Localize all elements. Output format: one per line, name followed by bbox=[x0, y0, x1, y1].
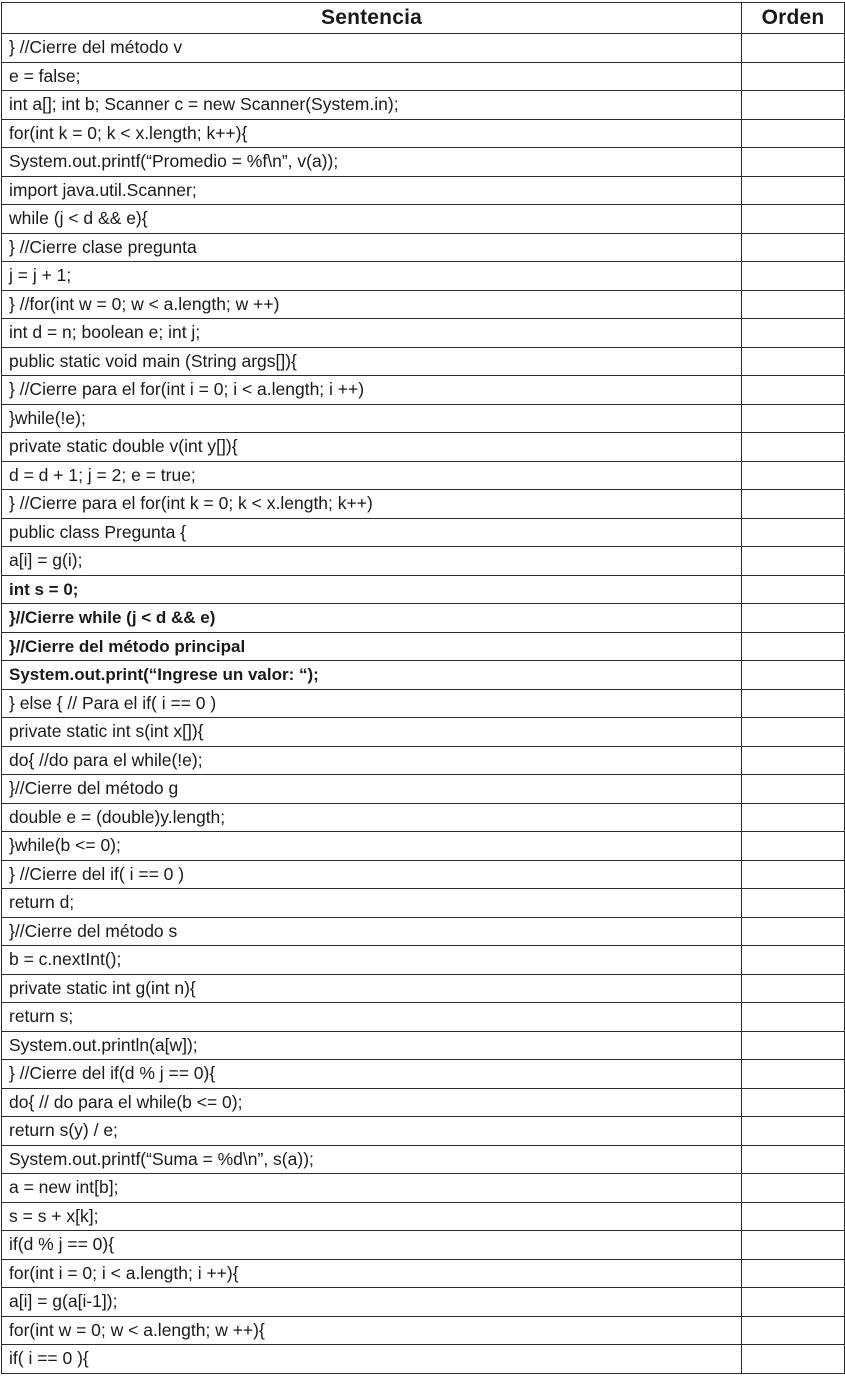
orden-cell[interactable] bbox=[742, 889, 845, 918]
sentencia-cell: double e = (double)y.length; bbox=[2, 803, 742, 832]
sentencia-cell: if( i == 0 ){ bbox=[2, 1345, 742, 1374]
sentencia-cell: }//Cierre del método principal bbox=[2, 632, 742, 661]
table-row bbox=[2, 262, 845, 291]
sentencia-cell: for(int i = 0; i < a.length; i ++){ bbox=[2, 1259, 742, 1288]
orden-cell[interactable] bbox=[742, 632, 845, 661]
table-row bbox=[2, 1174, 845, 1203]
orden-cell[interactable] bbox=[742, 1231, 845, 1260]
table-row bbox=[2, 575, 845, 604]
sentencia-cell: do{ // do para el while(b <= 0); bbox=[2, 1088, 742, 1117]
table-row bbox=[2, 1316, 845, 1345]
sentencia-cell: a = new int[b]; bbox=[2, 1174, 742, 1203]
orden-cell[interactable] bbox=[742, 34, 845, 63]
orden-cell[interactable] bbox=[742, 91, 845, 120]
sentencia-cell: } //Cierre del if( i == 0 ) bbox=[2, 860, 742, 889]
table-row bbox=[2, 1088, 845, 1117]
orden-cell[interactable] bbox=[742, 832, 845, 861]
table-row bbox=[2, 1003, 845, 1032]
sentencia-cell: } //Cierre del método v bbox=[2, 34, 742, 63]
table-row bbox=[2, 803, 845, 832]
orden-cell[interactable] bbox=[742, 1345, 845, 1374]
orden-cell[interactable] bbox=[742, 689, 845, 718]
orden-cell[interactable] bbox=[742, 1259, 845, 1288]
sentencia-cell: while (j < d && e){ bbox=[2, 205, 742, 234]
table-row bbox=[2, 689, 845, 718]
table-body bbox=[2, 34, 845, 1374]
table-row bbox=[2, 1031, 845, 1060]
table-row bbox=[2, 376, 845, 405]
orden-cell[interactable] bbox=[742, 661, 845, 690]
sentencia-cell: return s(y) / e; bbox=[2, 1117, 742, 1146]
sentencia-cell: System.out.println(a[w]); bbox=[2, 1031, 742, 1060]
orden-cell[interactable] bbox=[742, 946, 845, 975]
table-row bbox=[2, 148, 845, 177]
sentencia-cell: }while(b <= 0); bbox=[2, 832, 742, 861]
orden-cell[interactable] bbox=[742, 518, 845, 547]
orden-cell[interactable] bbox=[742, 1145, 845, 1174]
orden-cell[interactable] bbox=[742, 775, 845, 804]
table-row bbox=[2, 176, 845, 205]
table-row bbox=[2, 490, 845, 519]
table-row bbox=[2, 205, 845, 234]
orden-cell[interactable] bbox=[742, 119, 845, 148]
header-orden: Orden bbox=[742, 3, 845, 34]
orden-cell[interactable] bbox=[742, 604, 845, 633]
sentencia-cell: a[i] = g(a[i-1]); bbox=[2, 1288, 742, 1317]
table-row bbox=[2, 889, 845, 918]
orden-cell[interactable] bbox=[742, 461, 845, 490]
orden-cell[interactable] bbox=[742, 1003, 845, 1032]
orden-cell[interactable] bbox=[742, 1088, 845, 1117]
table-row bbox=[2, 1145, 845, 1174]
table-row bbox=[2, 860, 845, 889]
sentencia-cell: }//Cierre while (j < d && e) bbox=[2, 604, 742, 633]
table-row bbox=[2, 34, 845, 63]
sentencia-cell: for(int k = 0; k < x.length; k++){ bbox=[2, 119, 742, 148]
sentencia-cell: for(int w = 0; w < a.length; w ++){ bbox=[2, 1316, 742, 1345]
sentencia-cell: return s; bbox=[2, 1003, 742, 1032]
orden-cell[interactable] bbox=[742, 575, 845, 604]
sentencia-cell: int a[]; int b; Scanner c = new Scanner(System.in); bbox=[2, 91, 742, 120]
orden-cell[interactable] bbox=[742, 1060, 845, 1089]
sentencia-cell: }//Cierre del método s bbox=[2, 917, 742, 946]
sentencia-cell: s = s + x[k]; bbox=[2, 1202, 742, 1231]
orden-cell[interactable] bbox=[742, 746, 845, 775]
orden-cell[interactable] bbox=[742, 319, 845, 348]
sentencia-cell: int s = 0; bbox=[2, 575, 742, 604]
header-row bbox=[2, 3, 845, 34]
table-row bbox=[2, 1117, 845, 1146]
orden-cell[interactable] bbox=[742, 1202, 845, 1231]
sentencia-cell: System.out.printf(“Suma = %d\n”, s(a)); bbox=[2, 1145, 742, 1174]
sentencia-cell: } else { // Para el if( i == 0 ) bbox=[2, 689, 742, 718]
sentencia-cell: private static double v(int y[]){ bbox=[2, 433, 742, 462]
table-row bbox=[2, 119, 845, 148]
table-row bbox=[2, 1288, 845, 1317]
sentencia-cell: if(d % j == 0){ bbox=[2, 1231, 742, 1260]
table-row bbox=[2, 461, 845, 490]
sentencia-cell: }while(!e); bbox=[2, 404, 742, 433]
table-row bbox=[2, 290, 845, 319]
orden-cell[interactable] bbox=[742, 917, 845, 946]
sentencia-cell: System.out.printf(“Promedio = %f\n”, v(a)); bbox=[2, 148, 742, 177]
table-row bbox=[2, 233, 845, 262]
sentencia-cell: }//Cierre del método g bbox=[2, 775, 742, 804]
sentencia-cell: return d; bbox=[2, 889, 742, 918]
sentencia-cell: } //Cierre para el for(int k = 0; k < x.length; k++) bbox=[2, 490, 742, 519]
sentencia-cell: int d = n; boolean e; int j; bbox=[2, 319, 742, 348]
orden-cell[interactable] bbox=[742, 860, 845, 889]
orden-cell[interactable] bbox=[742, 803, 845, 832]
header-sentencia: Sentencia bbox=[2, 3, 742, 34]
orden-cell[interactable] bbox=[742, 262, 845, 291]
table-row bbox=[2, 604, 845, 633]
orden-cell[interactable] bbox=[742, 205, 845, 234]
table-row bbox=[2, 433, 845, 462]
table-row bbox=[2, 1060, 845, 1089]
table-row bbox=[2, 319, 845, 348]
table-row bbox=[2, 746, 845, 775]
table-row bbox=[2, 347, 845, 376]
orden-cell[interactable] bbox=[742, 404, 845, 433]
statement-order-table bbox=[1, 2, 845, 1374]
orden-cell[interactable] bbox=[742, 148, 845, 177]
sentencia-cell: } //Cierre clase pregunta bbox=[2, 233, 742, 262]
orden-cell[interactable] bbox=[742, 547, 845, 576]
sentencia-cell: } //Cierre para el for(int i = 0; i < a.length; i ++) bbox=[2, 376, 742, 405]
sentencia-cell: System.out.print(“Ingrese un valor: “); bbox=[2, 661, 742, 690]
sentencia-cell: b = c.nextInt(); bbox=[2, 946, 742, 975]
table-row bbox=[2, 547, 845, 576]
table-row bbox=[2, 974, 845, 1003]
table-row bbox=[2, 661, 845, 690]
sentencia-cell: import java.util.Scanner; bbox=[2, 176, 742, 205]
orden-cell[interactable] bbox=[742, 718, 845, 747]
table-row bbox=[2, 775, 845, 804]
table-row bbox=[2, 91, 845, 120]
orden-cell[interactable] bbox=[742, 1031, 845, 1060]
table-row bbox=[2, 718, 845, 747]
table-row bbox=[2, 632, 845, 661]
table-row bbox=[2, 1231, 845, 1260]
table-row bbox=[2, 1259, 845, 1288]
orden-cell[interactable] bbox=[742, 233, 845, 262]
sentencia-cell: private static int s(int x[]){ bbox=[2, 718, 742, 747]
orden-cell[interactable] bbox=[742, 376, 845, 405]
orden-cell[interactable] bbox=[742, 290, 845, 319]
table-row bbox=[2, 1202, 845, 1231]
orden-cell[interactable] bbox=[742, 176, 845, 205]
table-row bbox=[2, 832, 845, 861]
table-row bbox=[2, 1345, 845, 1374]
orden-cell[interactable] bbox=[742, 433, 845, 462]
table-row bbox=[2, 62, 845, 91]
orden-cell[interactable] bbox=[742, 1117, 845, 1146]
table-row bbox=[2, 917, 845, 946]
table-header bbox=[2, 3, 845, 34]
sentencia-cell: e = false; bbox=[2, 62, 742, 91]
table-row bbox=[2, 946, 845, 975]
orden-cell[interactable] bbox=[742, 62, 845, 91]
sentencia-cell: public class Pregunta { bbox=[2, 518, 742, 547]
orden-cell[interactable] bbox=[742, 1316, 845, 1345]
sentencia-cell: } //for(int w = 0; w < a.length; w ++) bbox=[2, 290, 742, 319]
orden-cell[interactable] bbox=[742, 974, 845, 1003]
orden-cell[interactable] bbox=[742, 490, 845, 519]
sentencia-cell: do{ //do para el while(!e); bbox=[2, 746, 742, 775]
sentencia-cell: j = j + 1; bbox=[2, 262, 742, 291]
sentencia-cell: } //Cierre del if(d % j == 0){ bbox=[2, 1060, 742, 1089]
sentencia-cell: public static void main (String args[]){ bbox=[2, 347, 742, 376]
table-row bbox=[2, 518, 845, 547]
sentencia-cell: d = d + 1; j = 2; e = true; bbox=[2, 461, 742, 490]
orden-cell[interactable] bbox=[742, 1174, 845, 1203]
sentencia-cell: private static int g(int n){ bbox=[2, 974, 742, 1003]
table-row bbox=[2, 404, 845, 433]
orden-cell[interactable] bbox=[742, 1288, 845, 1317]
sentencia-cell: a[i] = g(i); bbox=[2, 547, 742, 576]
orden-cell[interactable] bbox=[742, 347, 845, 376]
